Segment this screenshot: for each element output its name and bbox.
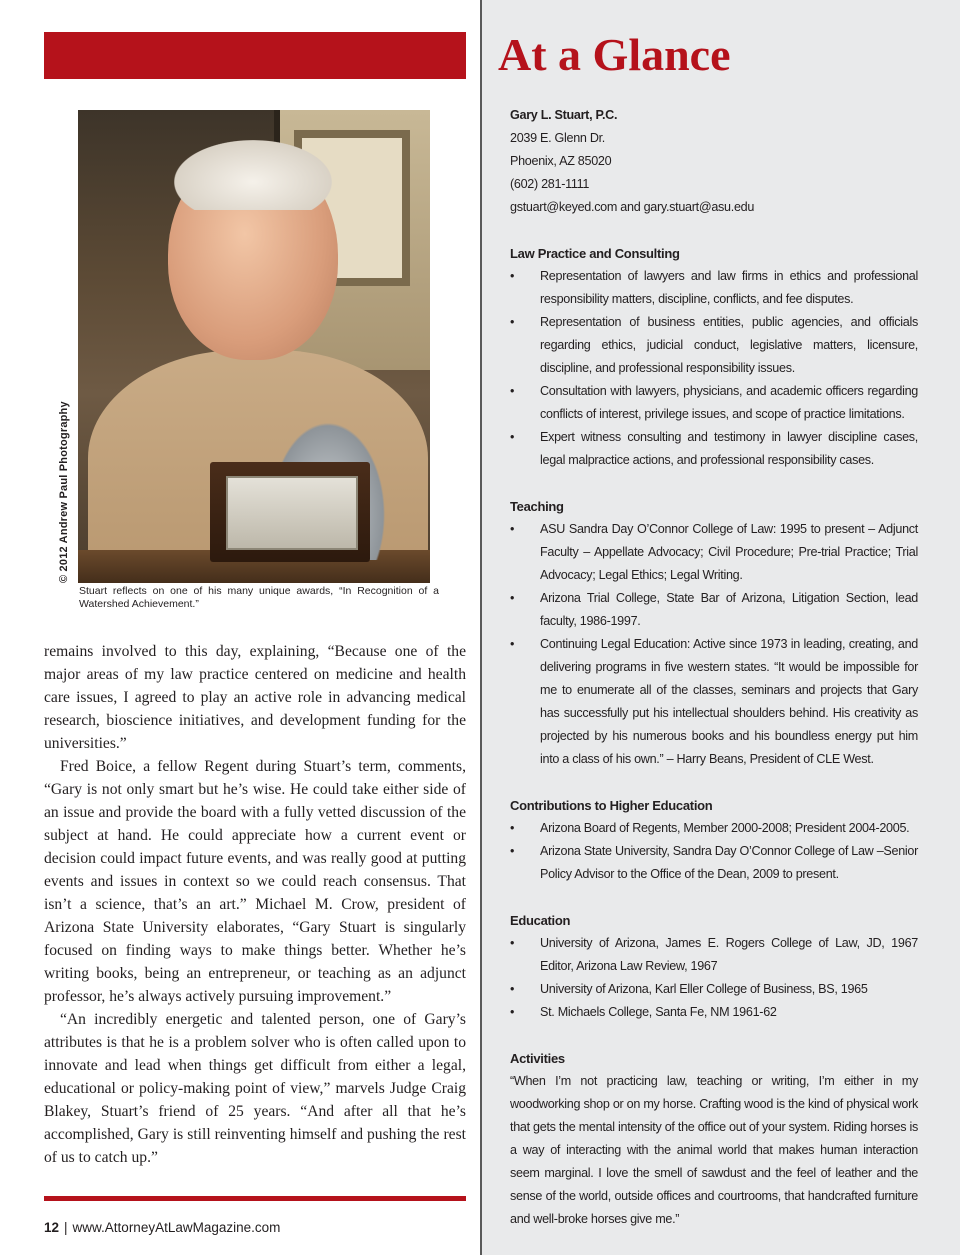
page-number: 12: [44, 1220, 60, 1235]
footer-url[interactable]: www.AttorneyAtLawMagazine.com: [72, 1220, 281, 1235]
list-item: • University of Arizona, Karl Eller College of Business, BS, 1965: [510, 978, 918, 1001]
section-education: [510, 909, 918, 1024]
photo-plaque: [226, 476, 358, 550]
contact-name: Gary L. Stuart, P.C.: [510, 108, 618, 122]
page-footer: [44, 1220, 280, 1235]
bullet-list: [510, 932, 918, 1024]
article-paragraph: remains involved to this day, explaining, “Because one of the major areas of my law practice centered on medicine and health care issues, I agreed to play an active role in advancing medical research, bioscience initiatives, and development funding for the universities.”: [44, 643, 466, 752]
photo-caption: Stuart reflects on one of his many unique awards, “In Recognition of a Watershed Achievement.”: [79, 585, 439, 610]
footer-red-rule: [44, 1196, 466, 1201]
section-heading: Education: [510, 913, 571, 928]
article-body: [44, 640, 466, 1169]
footer-separator: |: [64, 1220, 68, 1235]
article-paragraph: Fred Boice, a fellow Regent during Stuart’s term, comments, “Gary is not only smart but he’s wise. He could take either side of an issue and provide the board with a fully vetted discussion of the subject at hand. He could appreciate how a current event or decision could impact future events, and was really good at putting events and issues in context so we could reach consensus. That isn’t a science, that’s an art.” Michael M. Crow, president of Arizona State University elaborates, “Gary Stuart is singularly focused on finding ways to make things better. Whether he’s writing books, being an entrepreneur, or teaching as an adjunct professor, he’s always actively pursuing improvement.”: [44, 758, 466, 1005]
section-law-practice: [510, 242, 918, 472]
contact-email[interactable]: gstuart@keyed.com and gary.stuart@asu.edu: [510, 200, 755, 214]
section-heading: Teaching: [510, 499, 564, 514]
section-heading: Law Practice and Consulting: [510, 246, 680, 261]
bullet-list: [510, 265, 918, 472]
list-item: • Continuing Legal Education: Active since 1973 in leading, creating, and delivering programs in five western states. “It would be impossible for me to enumerate all of the classes, seminars and projects that Gary has successfully put his intellectual shoulders behind. His creativity as projected by his numerous books and his boundless energy put him into a class of his own.” – Harry Beans, President of CLE West.: [510, 633, 918, 771]
section-teaching: [510, 495, 918, 771]
portrait-photo: [78, 110, 430, 583]
list-item: • ASU Sandra Day O’Connor College of Law: 1995 to present – Adjunct Faculty – Appellate Advocacy; Civil Procedure; Pre-trial Practice; Trial Advocacy; Legal Ethics; Legal Writing.: [510, 518, 918, 587]
section-heading: Contributions to Higher Education: [510, 798, 713, 813]
list-item: • Representation of business entities, public agencies, and officials regarding ethics, judicial conduct, legislative matters, licensure, discipline, and professional responsibility issues.: [510, 311, 918, 380]
photo-credit-text: © 2012 Andrew Paul Photography: [58, 401, 70, 583]
section-heading: Activities: [510, 1051, 565, 1066]
photo-hair: [174, 140, 332, 210]
header-red-band: [44, 32, 466, 79]
list-item: • Arizona State University, Sandra Day O’Connor College of Law –Senior Policy Advisor to the Office of the Dean, 2009 to present.: [510, 840, 918, 886]
list-item: • St. Michaels College, Santa Fe, NM 1961-62: [510, 1001, 918, 1024]
activities-quote: “When I’m not practicing law, teaching or writing, I’m either in my woodworking shop or on my horse. Crafting wood is the kind of physical work that gets the mental intensity of the office out of your system. Riding horses is a way of interacting with the animal world that makes human interaction seem marginal. I love the smell of sawdust and the feel of leather and the sense of the world, outside offices and courtrooms, that handcrafted furniture and well-broke horses give me.”: [510, 1074, 918, 1226]
list-item: • University of Arizona, James E. Rogers College of Law, JD, 1967 Editor, Arizona Law Review, 1967: [510, 932, 918, 978]
article-paragraph: “An incredibly energetic and talented person, one of Gary’s attributes is that he is a problem solver who is often called upon to innovate and lead when things get difficult from either a legal, educational or policy-making point of view,” marvels Judge Craig Blakey, Stuart’s friend of 25 years. “And after all that he’s accomplished, Gary is still reinventing himself and pushing the rest of us to catch up.”: [44, 1011, 466, 1166]
sidebar-title: At a Glance: [498, 29, 731, 80]
section-higher-education: [510, 794, 918, 886]
contact-block: [510, 104, 918, 219]
contact-address-line-2: Phoenix, AZ 85020: [510, 154, 612, 168]
list-item: • Representation of lawyers and law firms in ethics and professional responsibility matters, discipline, conflicts, and fee disputes.: [510, 265, 918, 311]
list-item: • Arizona Trial College, State Bar of Arizona, Litigation Section, lead faculty, 1986-1997.: [510, 587, 918, 633]
section-activities: [510, 1047, 918, 1231]
bullet-list: [510, 817, 918, 886]
at-a-glance-sidebar: [480, 0, 960, 1255]
list-item: • Consultation with lawyers, physicians, and academic officers regarding conflicts of interest, privilege issues, and scope of practice limitations.: [510, 380, 918, 426]
sidebar-content: [510, 104, 918, 1231]
contact-address-line-1: 2039 E. Glenn Dr.: [510, 131, 606, 145]
list-item: • Arizona Board of Regents, Member 2000-2008; President 2004-2005.: [510, 817, 918, 840]
contact-phone: (602) 281-1111: [510, 177, 590, 191]
bullet-list: [510, 518, 918, 771]
list-item: • Expert witness consulting and testimony in lawyer discipline cases, legal malpractice actions, and professional responsibility cases.: [510, 426, 918, 472]
